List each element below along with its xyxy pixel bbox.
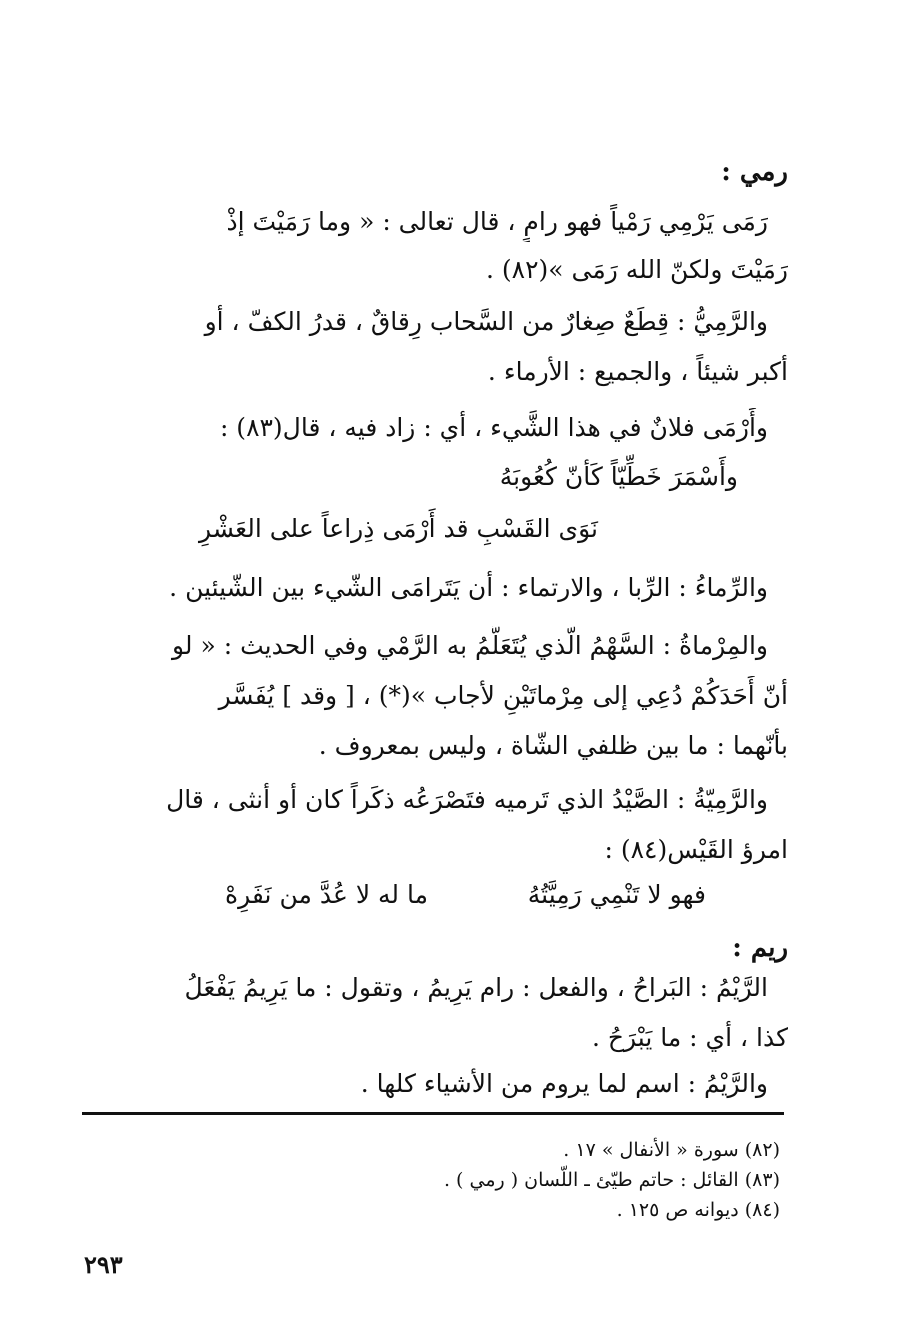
text-line: والرِّماءُ : الرِّبا ، والارتماء : أن يَتَرامَى الشّيء بين الشّيئين . [169,573,768,602]
entry-heading-rmy: رمي : [721,157,788,187]
text-line: وأَرْمَى فلانٌ في هذا الشَّيء ، أي : زاد فيه ، قال(٨٣) : [219,413,768,442]
footnote-divider [82,1112,784,1115]
poem-hemistich: فهو لا تَنْمِي رَمِيَّتُهُ [527,880,706,909]
entry-heading-rym: ريم : [732,933,788,963]
poem-hemistich: نَوَى القَسْبِ قد أَرْمَى ذِراعاً على العَشْرِ [199,514,598,543]
text-line: بأنّهما : ما بين ظلفي الشّاة ، وليس بمعروف . [318,731,788,760]
text-line: والرَّيْمُ : اسم لما يروم من الأشياء كلها . [360,1069,768,1098]
text-line: كذا ، أي : ما يَبْرَحُ . [591,1023,788,1052]
footnote: (٨٣) القائل : حاتم طيّئ ـ اللّسان ( رمي ) . [443,1169,780,1191]
footnote: (٨٢) سورة « الأنفال » ١٧ . [563,1139,780,1161]
text-line: والرَّمِيّةُ : الصَّيْدُ الذي تَرميه فتَصْرَعُه ذكَراً كان أو أنثى ، قال [166,785,768,814]
text-line: والرَّمِيُّ : قِطَعٌ صِغارٌ من السَّحاب رِقاقٌ ، قدرُ الكفّ ، أو [204,307,768,336]
text-line: أنّ أَحَدَكُمْ دُعِي إلى مِرْماتَيْنِ لأجاب »(*) ، [ وقد ] يُفَسَّر [218,681,788,710]
page-number: ٢٩٣ [84,1250,123,1279]
text-line: أكبر شيئاً ، والجميع : الأرماء . [487,357,788,386]
text-line: امرؤ القَيْس(٨٤) : [604,835,788,864]
footnote: (٨٤) ديوانه ص ١٢٥ . [616,1199,780,1221]
text-line: رَمَى يَرْمِي رَمْياً فهو رامٍ ، قال تعالى : « وما رَمَيْتَ إذْ [226,207,768,236]
text-line: والمِرْماةُ : السَّهْمُ الّذي يُتَعَلَّمُ به الرَّمْي وفي الحديث : « لو [172,631,768,660]
text-line: الرَّيْمُ : البَراحُ ، والفعل : رام يَرِيمُ ، وتقول : ما يَرِيمُ يَفْعَلُ [184,973,768,1002]
poem-hemistich: وأَسْمَرَ خَطِّيّاً كَأنّ كُعُوبَهُ [499,462,738,491]
text-line: رَمَيْتَ ولكنّ الله رَمَى »(٨٢) . [486,255,788,284]
poem-hemistich: ما له لا عُدَّ من نَفَرِهْ [225,880,428,909]
